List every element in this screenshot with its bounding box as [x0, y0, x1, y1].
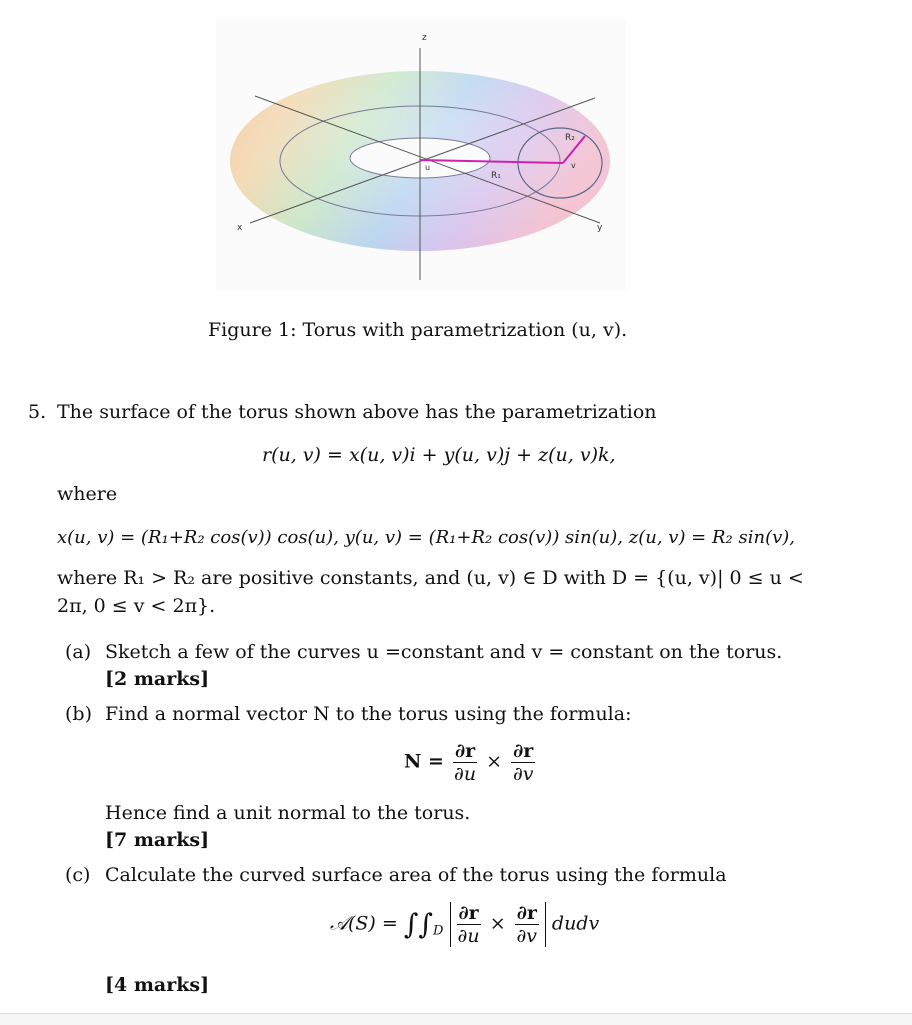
- z-axis-label: z: [422, 33, 427, 43]
- constraint-line-1: where R₁ > R₂ are positive constants, and (u, v) ∈ D with D = {(u, v)| 0 ≤ u <: [57, 567, 804, 589]
- r1-label: R₁: [491, 171, 501, 181]
- normal-lhs: N =: [404, 750, 444, 773]
- part-b-marks: [7 marks]: [105, 829, 210, 851]
- part-c-marks: [4 marks]: [105, 974, 210, 996]
- r2-label: R₂: [565, 133, 575, 143]
- parametrization-equation: r(u, v) = x(u, v)i + y(u, v)j + z(u, v)k,: [262, 444, 616, 466]
- partial-r-v: $\frac{\partial r}{\partial v}$: [512, 740, 534, 785]
- normal-formula: [404, 740, 538, 785]
- torus-illustration: [215, 18, 626, 290]
- x-axis-label: x: [237, 223, 243, 233]
- area-lhs: 𝒜(S) =: [330, 912, 398, 935]
- integral-domain: D: [433, 923, 444, 939]
- problem-number: 5.: [28, 401, 47, 423]
- part-b-label: (b): [65, 703, 92, 725]
- v-label: v: [571, 161, 576, 170]
- part-a-text: Sketch a few of the curves u =constant and v = constant on the torus.: [105, 641, 783, 663]
- partial-r-u: $\frac{\partial r}{\partial u}$: [454, 740, 477, 785]
- cross-product-magnitude: $\frac{\partial r}{\partial u}$ × $\frac{\partial r}{\partial v}$: [450, 902, 546, 947]
- part-b-text: Find a normal vector N to the torus using the formula:: [105, 703, 632, 725]
- page-bottom-edge: [0, 1013, 912, 1025]
- u-label: u: [425, 163, 431, 172]
- part-a-marks: [2 marks]: [105, 668, 210, 690]
- problem-intro: The surface of the torus shown above has the parametrization: [57, 401, 657, 423]
- y-axis-label: y: [597, 223, 603, 233]
- part-c-label: (c): [65, 864, 91, 886]
- part-a-label: (a): [65, 641, 92, 663]
- constraint-line-2: 2π, 0 ≤ v < 2π}.: [57, 595, 216, 617]
- surface-area-formula: [330, 902, 599, 947]
- torus-figure: [215, 18, 626, 290]
- component-equations: x(u, v) = (R₁+R₂ cos(v)) cos(u), y(u, v) = (R₁+R₂ cos(v)) sin(u), z(u, v) = R₂ sin(v),: [57, 527, 795, 548]
- part-b-followup: Hence find a unit normal to the torus.: [105, 802, 471, 824]
- where-text: where: [57, 483, 118, 505]
- cross-symbol: ×: [486, 750, 503, 773]
- integral-differential: dudv: [551, 912, 600, 935]
- part-c-text: Calculate the curved surface area of the torus using the formula: [105, 864, 727, 886]
- figure-caption: Figure 1: Torus with parametrization (u, v).: [208, 319, 628, 341]
- double-integral: ∫∫: [403, 907, 434, 941]
